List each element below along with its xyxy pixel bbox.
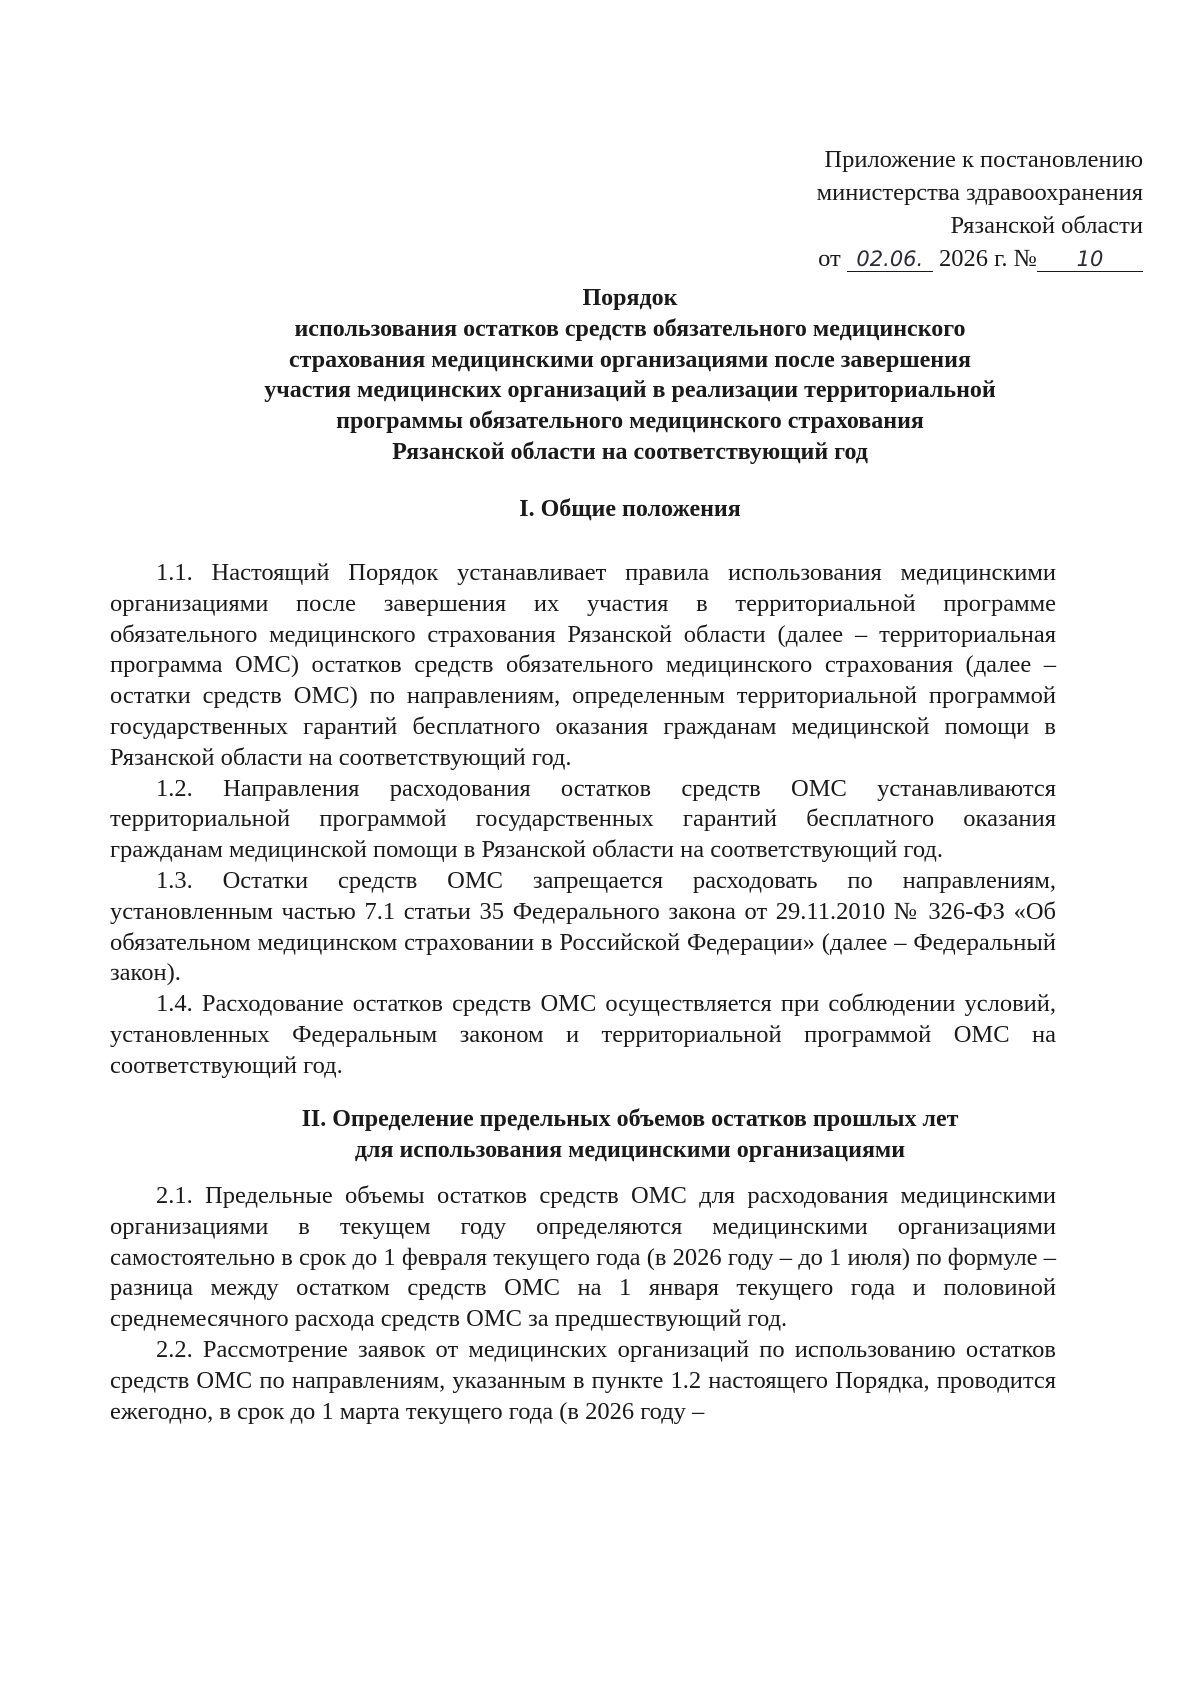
- section-1-heading-text: I. Общие положения: [519, 496, 741, 522]
- section-2-heading-line-1: II. Определение предельных объемов остатков прошлых лет: [301, 1106, 959, 1132]
- section-2-heading-line-2: для использования медицинскими организациями: [354, 1136, 906, 1163]
- title-line-6: Рязанской области на соответствующий год: [392, 438, 868, 465]
- title-line-4: участия медицинских организаций в реализации территориальной: [264, 377, 996, 404]
- title-line-3: страхования медицинскими организациями после завершения: [289, 346, 971, 373]
- annex-date-prefix: от: [818, 245, 841, 272]
- handwritten-number: 10: [1037, 247, 1143, 272]
- annex-date-line: [817, 242, 1143, 275]
- section-2-body: [110, 1181, 1056, 1427]
- annex-block: [817, 143, 1143, 275]
- section-1-heading: [110, 494, 1150, 525]
- annex-line-3: Рязанской области: [950, 212, 1143, 239]
- section-1-body: [110, 558, 1056, 1082]
- paragraph-2-2: 2.2. Рассмотрение заявок от медицинских организаций по использованию остатков средств ОМС по направлениям, указанным в пункте 1.2 настоящего Порядка, проводится ежегодно, в срок до 1 марта текущего года (в 2026 году –: [110, 1335, 1056, 1425]
- title-line-5: программы обязательного медицинского страхования: [336, 408, 924, 435]
- title-line-2: использования остатков средств обязательного медицинского: [294, 315, 966, 342]
- annex-line-2: министерства здравоохранения: [816, 179, 1143, 206]
- annex-line-1: Приложение к постановлению: [824, 146, 1143, 173]
- annex-year-text: 2026 г. №: [938, 245, 1037, 272]
- handwritten-date: 02.06.: [847, 247, 933, 272]
- document-title: [110, 283, 1150, 468]
- title-line-1: Порядок: [582, 285, 678, 311]
- paragraph-1-2: 1.2. Направления расходования остатков средств ОМС устанавливаются территориальной программой государственных гарантий бесплатного оказания гражданам медицинской помощи в Рязанской области на соответствующий год.: [110, 774, 1056, 864]
- paragraph-1-1: 1.1. Настоящий Порядок устанавливает правила использования медицинскими организациями после завершения их участия в территориальной программе обязательного медицинского страхования Рязанской области (далее – территориальная программа ОМС) остатков средств обязательного медицинского страхования (далее – остатки средств ОМС) по направлениям, определенным территориальной программой государственных гарантий бесплатного оказания гражданам медицинской помощи в Рязанской области на соответствующий год.: [110, 559, 1056, 771]
- section-2-heading: [110, 1104, 1150, 1165]
- paragraph-2-1: 2.1. Предельные объемы остатков средств ОМС для расходования медицинскими организациями в текущем году определяются медицинскими организациями самостоятельно в срок до 1 февраля текущего года (в 2026 году – до 1 июля) по формуле – разница между остатком средств ОМС на 1 января текущего года и половиной среднемесячного расхода средств ОМС за предшествующий год.: [110, 1182, 1056, 1333]
- paragraph-1-3: 1.3. Остатки средств ОМС запрещается расходовать по направлениям, установленным частью 7.1 статьи 35 Федерального закона от 29.11.2010 № 326-ФЗ «Об обязательном медицинском страховании в Российской Федерации» (далее – Федеральный закон).: [110, 866, 1056, 987]
- paragraph-1-4: 1.4. Расходование остатков средств ОМС осуществляется при соблюдении условий, установленных Федеральным законом и территориальной программой ОМС на соответствующий год.: [110, 990, 1056, 1079]
